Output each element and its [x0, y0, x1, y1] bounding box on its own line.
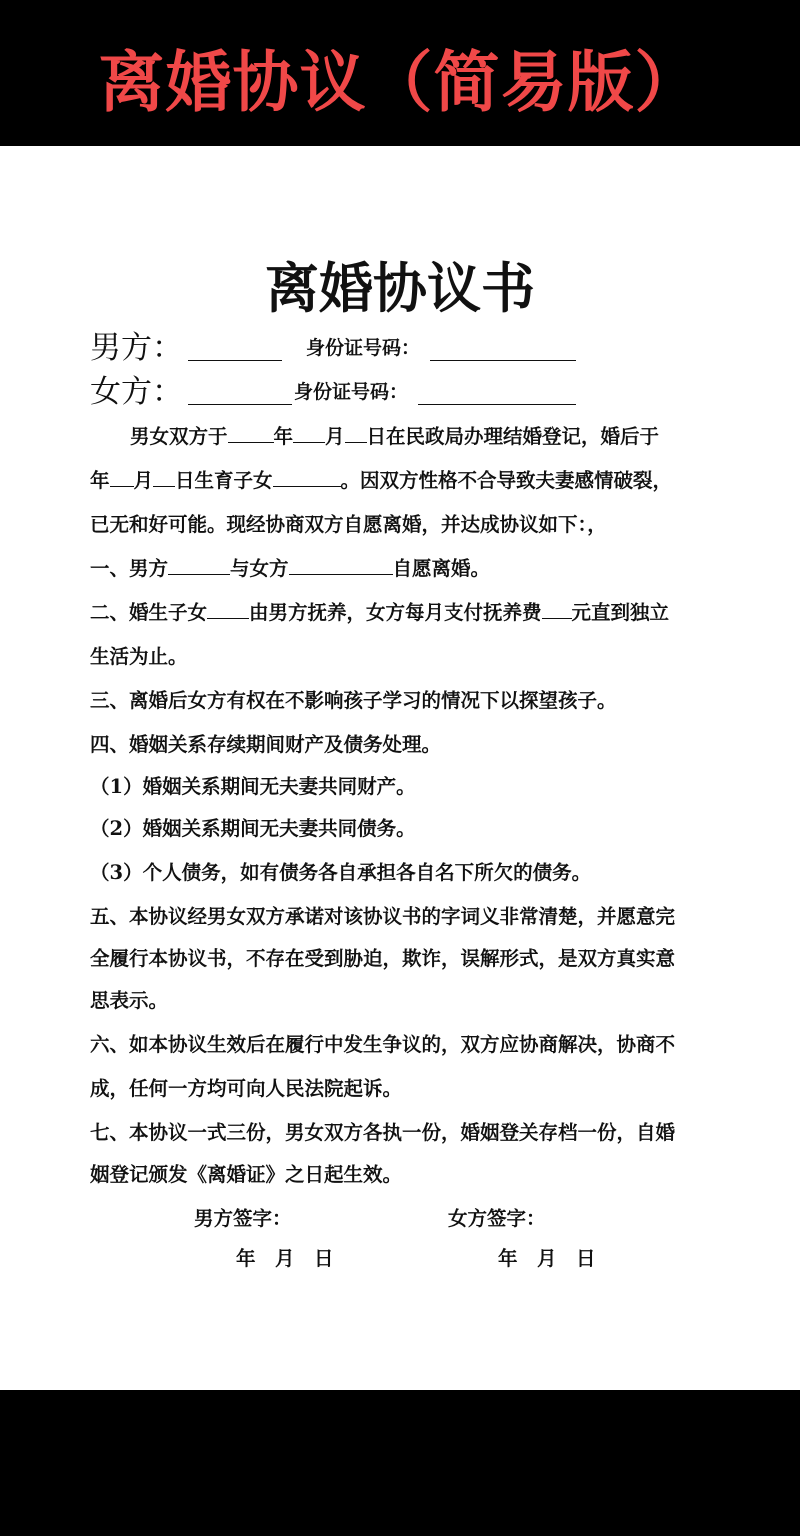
male-name-blank: [188, 360, 282, 361]
male-id-blank: [430, 360, 576, 361]
clause-5-line-1: 五、本协议经男女双方承诺对该协议书的字词义非常清楚，并愿意完: [90, 905, 676, 928]
clause-2-line-2: 生活为止。: [90, 645, 188, 668]
marriage-day-blank: [345, 424, 367, 443]
clause-5-line-2: 全履行本协议书，不存在受到胁迫，欺诈，误解形式，是双方真实意: [90, 947, 676, 970]
clause-2-line-1: 二、婚生子女 由男方抚养，女方每月支付抚养费 元直到独立: [90, 601, 670, 624]
intro-line-2: 年 月 日生育子女 。因双方性格不合导致夫妻感情破裂，: [90, 469, 673, 492]
intro-line-3: 已无和好可能。现经协商双方自愿离婚，并达成协议如下：，: [90, 513, 607, 536]
birth-day-blank: [153, 468, 175, 487]
document-title: 离婚协议书: [265, 256, 535, 320]
female-id-label: 身份证号码：: [294, 381, 409, 403]
clause-4-item-3: （3）个人债务，如有债务各自承担各自名下所欠的债务。: [90, 861, 592, 884]
child-name-blank: [273, 468, 341, 487]
birth-month-blank: [110, 468, 134, 487]
clause-4-item-2: （2）婚姻关系期间无夫妻共同债务。: [90, 817, 416, 840]
support-amount-blank: [542, 600, 572, 619]
male-label: 男方：: [90, 330, 183, 366]
clause-1: 一、男方 与女方 自愿离婚。: [90, 557, 491, 580]
male-name-blank-2: [168, 556, 230, 575]
female-id-blank: [418, 404, 576, 405]
document-page: [0, 146, 800, 1390]
male-sign-date: 年 月 日: [236, 1247, 334, 1270]
female-name-blank-2: [289, 556, 393, 575]
marriage-month-blank: [293, 424, 325, 443]
clause-7-line-1: 七、本协议一式三份，男女双方各执一份，婚姻登关存档一份，自婚: [90, 1121, 676, 1144]
clause-4-item-1: （1）婚姻关系期间无夫妻共同财产。: [90, 775, 416, 798]
clause-7-line-2: 姻登记颁发《离婚证》之日起生效。: [90, 1163, 403, 1186]
clause-5-line-3: 思表示。: [90, 989, 169, 1012]
female-sign-date: 年 月 日: [498, 1247, 596, 1270]
male-signature-label: 男方签字：: [194, 1207, 292, 1230]
clause-6-line-1: 六、如本协议生效后在履行中发生争议的，双方应协商解决，协商不: [90, 1033, 676, 1056]
clause-4: 四、婚姻关系存续期间财产及债务处理。: [90, 733, 442, 756]
child-blank: [207, 600, 249, 619]
male-id-label: 身份证号码：: [306, 337, 421, 359]
intro-line-1: 男女双方于 年 月 日在民政局办理结婚登记，婚后于: [130, 425, 660, 448]
marriage-year-blank: [228, 424, 274, 443]
top-banner: [0, 0, 800, 146]
female-name-blank: [188, 404, 292, 405]
clause-3: 三、离婚后女方有权在不影响孩子学习的情况下以探望孩子。: [90, 689, 617, 712]
clause-6-line-2: 成，任何一方均可向人民法院起诉。: [90, 1077, 403, 1100]
banner-title: 离婚协议（简易版）: [98, 44, 702, 121]
female-signature-label: 女方签字：: [448, 1207, 546, 1230]
female-label: 女方：: [90, 374, 183, 410]
bottom-bar: [0, 1390, 800, 1536]
